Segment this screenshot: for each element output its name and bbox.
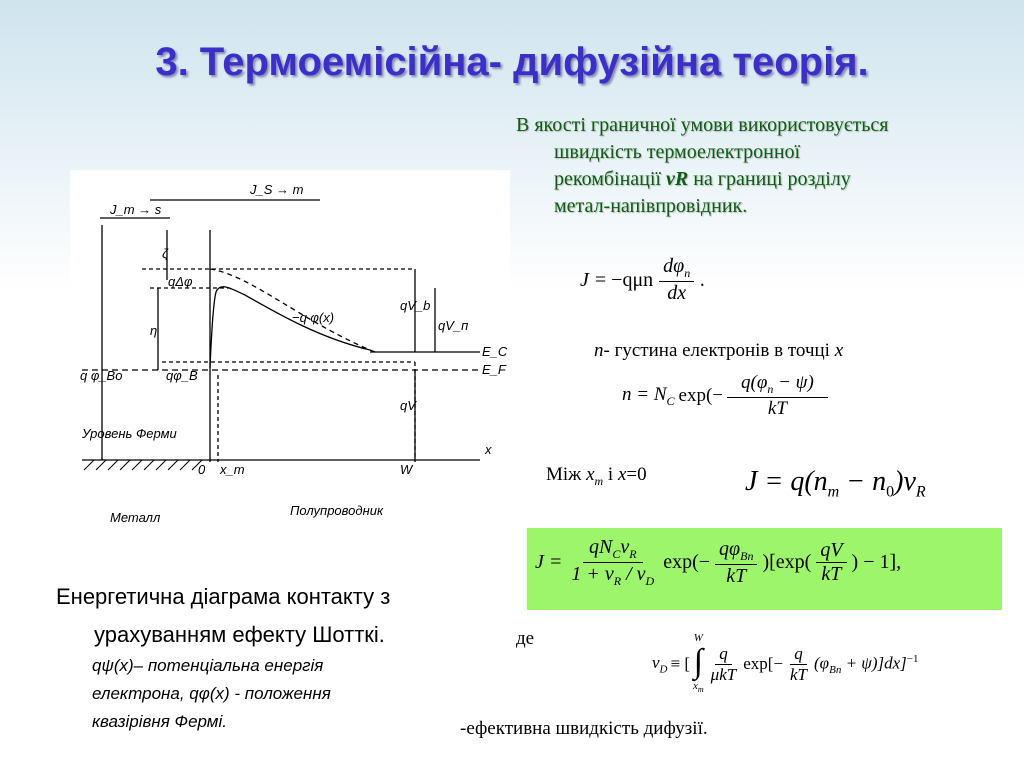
vr-symbol: vR	[665, 168, 689, 190]
label-fermi-level: Уровень Ферми	[82, 426, 177, 441]
note-line-2: електрона, qφ(x) - положення	[92, 684, 331, 703]
intro-line-3: рекомбінації vR на границі розділу	[554, 168, 851, 190]
label-qv: qV	[400, 398, 416, 413]
label-ec: E_C	[482, 344, 508, 359]
intro-line-4: метал-напівпровідник.	[554, 195, 748, 217]
label-semiconductor: Полупроводник	[290, 503, 384, 518]
intro-line-2: швидкість термоелектронної	[554, 141, 801, 163]
label-jm-s: J_m → s	[110, 202, 162, 217]
caption-line-1: Енергетична діаграма контакту з	[56, 584, 391, 609]
intro-paragraph	[516, 112, 1006, 220]
label-ef: E_F	[482, 362, 506, 377]
label-q-vn: qV_п	[438, 318, 469, 333]
label-q-phi-x: −q φ(x)	[292, 310, 335, 325]
label-metal: Металл	[110, 510, 161, 525]
label-xm: x_m	[220, 462, 245, 477]
diagram-note	[92, 652, 492, 736]
label-q-delta-phi: qΔφ	[168, 274, 193, 289]
label-x-axis: x	[485, 442, 492, 457]
label-q-vb: qV_b	[400, 298, 431, 313]
label-q-phi-bo: q φ_Bo	[80, 368, 123, 383]
label-w: W	[400, 462, 413, 477]
slide-title: 3. Термоемісійна- дифузійна теорія.	[155, 40, 869, 84]
label-origin: 0	[198, 462, 206, 477]
main-result-box	[527, 528, 1002, 610]
label-js-m: J_S → m	[250, 182, 304, 197]
density-equation: $n = N_C$ exp(− $\frac{q(\varphi_n - \psi)}{kT}$	[622, 372, 828, 420]
diagram-caption	[56, 578, 506, 654]
between-condition: Між $x_m$ і x=0	[546, 464, 647, 488]
current-equation: J = −qμn $\frac{d\varphi_n}{dx}$ .	[580, 255, 706, 304]
diffusion-velocity-note: -ефективна швидкість дифузії.	[460, 718, 708, 739]
note-line-1: qψ(x)– потенціальна енергія	[92, 656, 324, 675]
label-zeta: ζ	[162, 246, 169, 261]
label-eta: η	[150, 323, 158, 338]
note-line-3: квазірівня Фермі.	[92, 712, 227, 731]
intro-line-1: В якості граничної умови використовується	[516, 114, 889, 136]
main-result-equation: J = $\frac{qN_Cv_R}{1 + v_R / v_D}$ exp(− $\frac{q\varphi_{Bn}}{kT}$ )[exp( $\frac{qV}{kT}$ ) − 1],	[535, 536, 902, 588]
energy-band-diagram	[70, 170, 510, 540]
where-label: де	[516, 628, 535, 649]
boundary-current-equation: $J = q(n_m - n_0)v_R$	[745, 466, 926, 501]
label-q-phi-b: qφ_B	[166, 368, 198, 383]
diffusion-velocity-equation: $v_D$ ≡ [ W ∫ $x_m$ $\frac{q}{\text{μkT}}$ exp[− $\frac{q}{kT}$ $(\varphi_{Bn} + \psi)]dx]^{-1}$	[652, 632, 919, 695]
density-description: n- густина електронів в точці x	[594, 340, 844, 361]
caption-line-2: урахуванням ефекту Шотткі.	[94, 622, 385, 647]
